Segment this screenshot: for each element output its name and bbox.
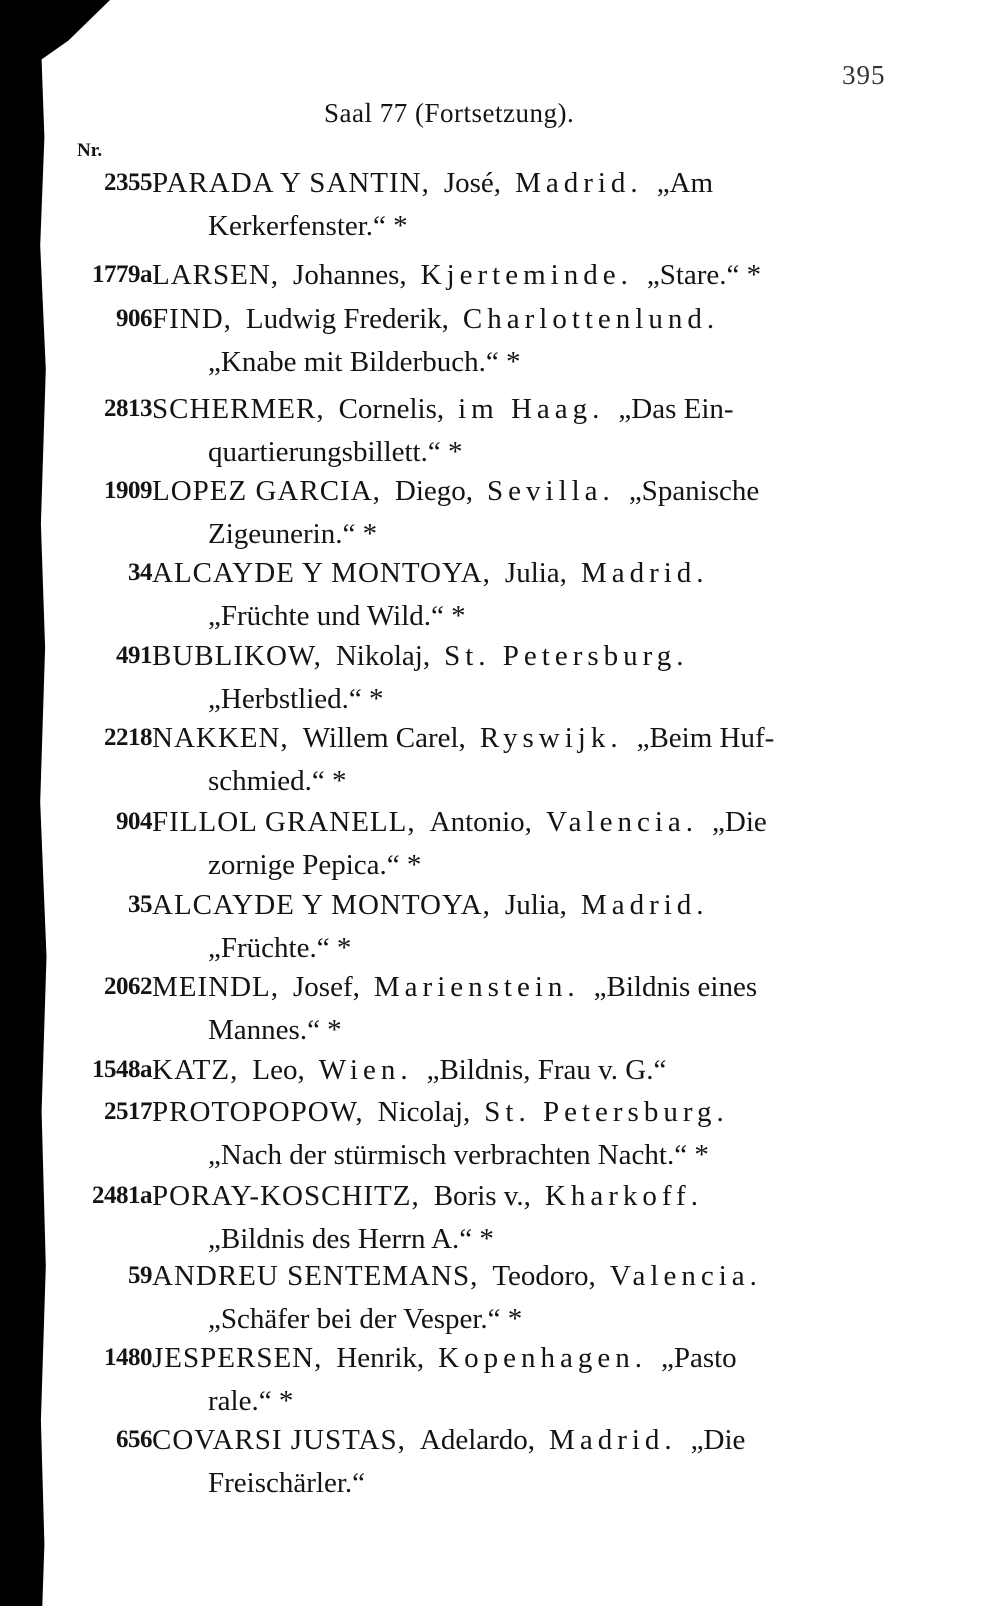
entry-line-1	[152, 1256, 887, 1296]
artwork-title-continued: Kerkerfenster.“ *	[208, 210, 408, 242]
entry-number: 59	[128, 1262, 152, 1289]
entry-line-1	[152, 299, 887, 339]
artist-surname: PORAY-KOSCHITZ,	[152, 1180, 420, 1212]
artwork-title: „Am	[656, 167, 714, 199]
artist-city: Marienstein.	[373, 971, 580, 1003]
artwork-title-continued: „Herbstlied.“ *	[208, 683, 384, 715]
artist-given-name: Nicolaj,	[377, 1096, 471, 1128]
entry-line-1	[152, 1092, 887, 1132]
artist-city: Madrid.	[515, 167, 643, 199]
artwork-title-continued: schmied.“ *	[208, 765, 347, 797]
artist-surname: NAKKEN,	[152, 722, 289, 754]
artist-surname: LOPEZ GARCIA,	[152, 475, 381, 507]
artist-given-name: Boris v.,	[433, 1180, 531, 1212]
artist-given-name: Cornelis,	[338, 393, 445, 425]
artist-given-name: Henrik,	[336, 1342, 425, 1374]
entry-number: 656	[116, 1426, 152, 1453]
entry-line-1	[152, 636, 887, 676]
artist-city: Madrid.	[549, 1424, 677, 1456]
entry-number: 1480	[104, 1344, 152, 1371]
artwork-title-continued: Mannes.“ *	[208, 1014, 342, 1046]
artist-given-name: Teodoro,	[492, 1260, 596, 1292]
entry-line-1	[152, 389, 887, 429]
entry-number: 1548a	[92, 1056, 152, 1083]
artwork-title: „Bildnis eines	[593, 971, 758, 1003]
artist-city: Madrid.	[580, 889, 709, 921]
artist-given-name: Leo,	[252, 1054, 305, 1086]
artwork-title-continued: „Früchte und Wild.“ *	[208, 600, 466, 632]
entry-line-1	[152, 163, 887, 203]
artist-city: Kopenhagen.	[438, 1342, 647, 1374]
artist-city: Kharkoff.	[544, 1180, 703, 1212]
entry-number: 2481a	[92, 1182, 152, 1209]
entry-line-1	[152, 553, 887, 593]
artist-surname: ALCAYDE Y MONTOYA,	[152, 889, 491, 921]
entry-number: 2218	[104, 724, 152, 751]
entry-line-1	[152, 471, 887, 511]
artwork-title: „Das Ein-	[618, 393, 734, 425]
artist-surname: SCHERMER,	[152, 393, 325, 425]
artist-surname: KATZ,	[152, 1054, 239, 1086]
artwork-title-continued: „Knabe mit Bilderbuch.“ *	[208, 346, 521, 378]
entry-line-1	[152, 885, 887, 925]
page-number: 395	[842, 60, 886, 90]
artwork-title: „Pasto	[660, 1342, 737, 1374]
entry-number: 2062	[104, 973, 152, 1000]
entry-number: 2355	[104, 169, 152, 196]
artist-given-name: Antonio,	[429, 806, 532, 838]
artist-city: Madrid.	[580, 557, 709, 589]
artist-given-name: Nikolaj,	[335, 640, 431, 672]
artist-given-name: Adelardo,	[419, 1424, 536, 1456]
entry-line-1	[152, 1050, 887, 1090]
entry-line-1	[152, 255, 887, 295]
artist-city: Charlottenlund.	[462, 303, 720, 335]
entry-number: 904	[116, 808, 152, 835]
artist-given-name: Julia,	[504, 557, 567, 589]
artwork-title-continued: Freischärler.“	[208, 1467, 366, 1499]
entry-number: 491	[116, 642, 152, 669]
artwork-title-continued: quartierungsbillett.“ *	[208, 436, 463, 468]
number-column-label: Nr.	[77, 140, 103, 161]
artist-surname: ALCAYDE Y MONTOYA,	[152, 557, 491, 589]
artist-city: Ryswijk.	[479, 722, 623, 754]
entry-number: 34	[128, 559, 152, 586]
artist-given-name: Willem Carel,	[302, 722, 466, 754]
artist-surname: COVARSI JUSTAS,	[152, 1424, 406, 1456]
artist-city: Valencia.	[545, 806, 699, 838]
artist-city: St. Petersburg.	[444, 640, 689, 672]
entry-line-1	[152, 802, 887, 842]
artwork-title: „Beim Huf-	[636, 722, 775, 754]
artwork-title-continued: „Schäfer bei der Vesper.“ *	[208, 1303, 523, 1335]
artwork-title-continued: „Nach der stürmisch verbrachten Nacht.“ *	[208, 1139, 709, 1171]
artist-surname: LARSEN,	[152, 259, 280, 291]
entry-number: 35	[128, 891, 152, 918]
artist-surname: BUBLIKOW,	[152, 640, 322, 672]
artist-city: Wien.	[318, 1054, 413, 1086]
entry-line-1	[152, 718, 887, 758]
artwork-title: „Stare.“ *	[646, 259, 762, 291]
artist-city: Kjerteminde.	[420, 259, 633, 291]
artist-city: Valencia.	[609, 1260, 762, 1292]
artist-city: im Haag.	[458, 393, 605, 425]
artwork-title-continued: zornige Pepica.“ *	[208, 849, 422, 881]
entry-number: 1909	[104, 477, 152, 504]
artwork-title-continued: „Früchte.“ *	[208, 932, 352, 964]
artist-surname: MEINDL,	[152, 971, 280, 1003]
artwork-title: „Bildnis, Frau v. G.“	[426, 1054, 667, 1086]
artist-city: St. Petersburg.	[484, 1096, 729, 1128]
artist-surname: FILLOL GRANELL,	[152, 806, 416, 838]
artwork-title-continued: rale.“ *	[208, 1385, 294, 1417]
artist-surname: FIND,	[152, 303, 232, 335]
artist-surname: JESPERSEN,	[152, 1342, 323, 1374]
artist-given-name: Johannes,	[293, 259, 407, 291]
artist-city: Sevilla.	[487, 475, 615, 507]
artist-given-name: Josef,	[293, 971, 360, 1003]
entry-line-1	[152, 1338, 887, 1378]
entry-number: 2813	[104, 395, 152, 422]
artist-surname: ANDREU SENTEMANS,	[152, 1260, 479, 1292]
entry-line-1	[152, 1176, 887, 1216]
entry-number: 2517	[104, 1098, 152, 1125]
artwork-title: „Spanische	[628, 475, 760, 507]
artist-given-name: Julia,	[504, 889, 567, 921]
section-heading: Saal 77 (Fortsetzung).	[324, 98, 575, 128]
entry-number: 1779a	[92, 261, 152, 288]
artist-given-name: Ludwig Frederik,	[245, 303, 449, 335]
artwork-title-continued: Zigeunerin.“ *	[208, 518, 378, 550]
artwork-title: „Die	[690, 1424, 746, 1456]
artist-given-name: José,	[443, 167, 502, 199]
entry-line-1	[152, 1420, 887, 1460]
artist-given-name: Diego,	[394, 475, 474, 507]
artist-surname: PARADA Y SANTIN,	[152, 167, 430, 199]
entry-line-1	[152, 967, 887, 1007]
artist-surname: PROTOPOPOW,	[152, 1096, 364, 1128]
entry-number: 906	[116, 305, 152, 332]
artwork-title-continued: „Bildnis des Herrn A.“ *	[208, 1223, 494, 1255]
artwork-title: „Die	[712, 806, 767, 838]
